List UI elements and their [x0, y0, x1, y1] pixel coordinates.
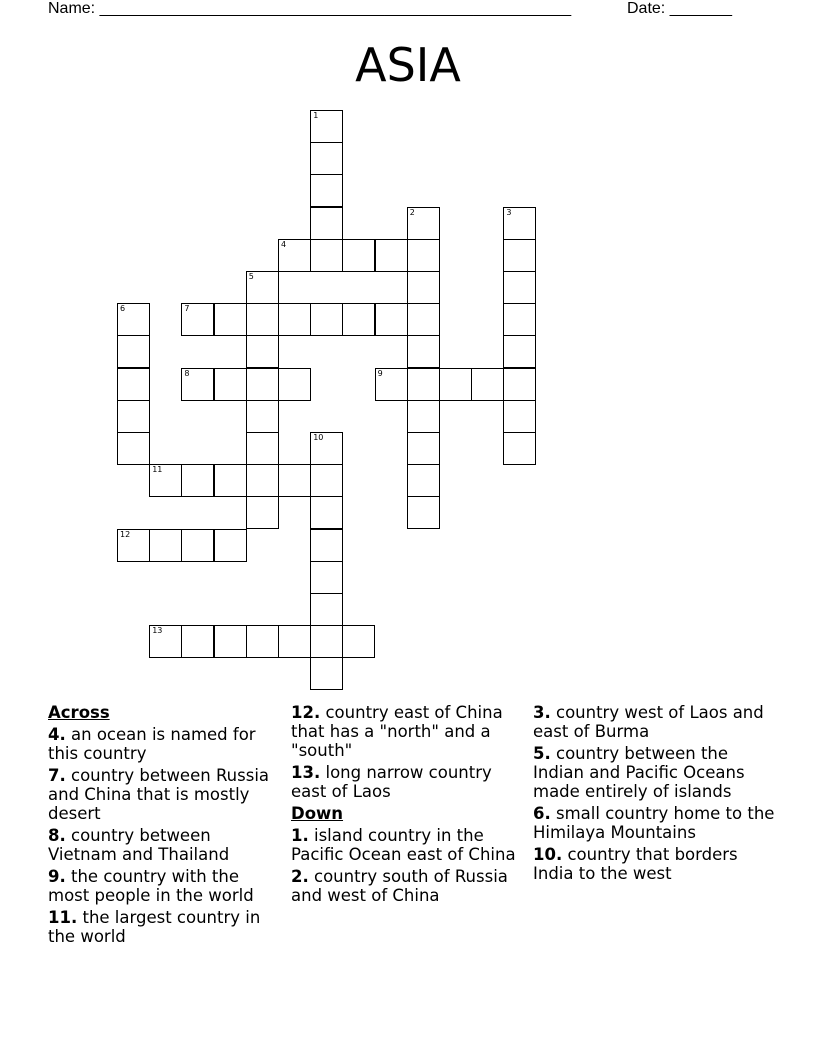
clue-text: small country home to the Himilaya Mountains [533, 804, 775, 842]
grid-cell[interactable] [407, 368, 440, 401]
grid-cell[interactable] [407, 303, 440, 336]
grid-cell[interactable] [342, 625, 375, 658]
grid-cell[interactable] [278, 464, 311, 497]
grid-cell[interactable] [407, 207, 440, 240]
grid-cell[interactable] [310, 657, 343, 690]
clue-text: island country in the Pacific Ocean east of China [291, 826, 516, 864]
clue-down-5 [533, 744, 783, 801]
clue-text: country between the Indian and Pacific Oceans made entirely of islands [533, 744, 745, 801]
grid-cell[interactable] [117, 529, 150, 562]
grid-cell[interactable] [181, 529, 214, 562]
grid-cell[interactable] [278, 303, 311, 336]
clue-number: 2. [291, 867, 309, 886]
grid-cell[interactable] [310, 432, 343, 465]
clue-number: 4. [48, 725, 66, 744]
grid-cell[interactable] [278, 368, 311, 401]
clue-across-13 [291, 763, 526, 801]
cell-number: 6 [120, 304, 126, 314]
grid-cell[interactable] [407, 464, 440, 497]
grid-cell[interactable] [375, 239, 408, 272]
page-title: ASIA [355, 38, 461, 92]
grid-cell[interactable] [439, 368, 472, 401]
cell-number: 11 [152, 465, 163, 475]
cell-number: 12 [120, 529, 131, 539]
clue-down-3 [533, 703, 783, 741]
cell-number: 3 [506, 207, 512, 217]
grid-cell[interactable] [310, 239, 343, 272]
grid-cell[interactable] [149, 625, 182, 658]
cell-number: 8 [184, 368, 190, 378]
clue-number: 8. [48, 826, 66, 845]
cell-number: 9 [377, 368, 383, 378]
grid-cell[interactable] [310, 464, 343, 497]
grid-cell[interactable] [310, 529, 343, 562]
clue-across-11 [48, 908, 283, 946]
grid-cell[interactable] [310, 561, 343, 594]
grid-cell[interactable] [181, 464, 214, 497]
clue-text: country that borders India to the west [533, 845, 738, 883]
clues-column-1 [48, 703, 283, 949]
cell-number: 1 [313, 111, 319, 120]
clues-column-3 [533, 703, 783, 886]
grid-cell[interactable] [310, 207, 343, 240]
grid-cell[interactable] [214, 625, 247, 658]
date-label: Date: [627, 0, 666, 17]
grid-cell[interactable] [246, 625, 279, 658]
cell-number: 13 [152, 626, 163, 636]
grid-cell[interactable] [181, 368, 214, 401]
grid-cell[interactable] [503, 207, 536, 240]
grid-cell[interactable] [407, 496, 440, 529]
grid-cell[interactable] [503, 400, 536, 433]
clue-text: country east of China that has a "north" and a "south" [291, 703, 503, 760]
grid-cell[interactable] [375, 368, 408, 401]
clue-text: long narrow country east of Laos [291, 763, 492, 801]
grid-cell[interactable] [246, 335, 279, 368]
grid-cell[interactable] [117, 303, 150, 336]
grid-cell[interactable] [214, 303, 247, 336]
grid-cell[interactable] [407, 239, 440, 272]
grid-cell[interactable] [471, 368, 504, 401]
clue-number: 9. [48, 867, 66, 886]
clue-number: 11. [48, 908, 78, 927]
grid-cell[interactable] [246, 368, 279, 401]
grid-cell[interactable] [278, 625, 311, 658]
grid-cell[interactable] [214, 464, 247, 497]
grid-cell[interactable] [503, 335, 536, 368]
grid-cell[interactable] [246, 496, 279, 529]
clue-text: country between Vietnam and Thailand [48, 826, 230, 864]
grid-cell[interactable] [117, 400, 150, 433]
clue-number: 6. [533, 804, 551, 823]
name-blank[interactable]: _____________________________________________________ [99, 0, 572, 17]
grid-cell[interactable] [407, 432, 440, 465]
grid-cell[interactable] [503, 368, 536, 401]
grid-cell[interactable] [310, 110, 343, 143]
clue-down-6 [533, 804, 783, 842]
clue-across-7 [48, 766, 283, 823]
clue-text: an ocean is named for this country [48, 725, 256, 763]
grid-cell[interactable] [503, 239, 536, 272]
clue-down-2 [291, 867, 526, 905]
cell-number: 5 [248, 272, 254, 281]
clue-across-8 [48, 826, 283, 864]
date-blank[interactable]: _______ [669, 0, 732, 17]
grid-cell[interactable] [181, 303, 214, 336]
clue-across-4 [48, 725, 283, 763]
grid-cell[interactable] [246, 464, 279, 497]
grid-cell[interactable] [310, 303, 343, 336]
grid-cell[interactable] [310, 625, 343, 658]
grid-cell[interactable] [503, 432, 536, 465]
grid-cell[interactable] [117, 335, 150, 368]
grid-cell[interactable] [246, 271, 279, 304]
clue-across-9 [48, 867, 283, 905]
clue-across-12 [291, 703, 526, 760]
grid-cell[interactable] [342, 239, 375, 272]
grid-cell[interactable] [310, 142, 343, 175]
cell-number: 2 [409, 207, 415, 217]
cell-number: 4 [281, 239, 287, 249]
clue-text: country between Russia and China that is mostly desert [48, 766, 270, 823]
clue-number: 13. [291, 763, 321, 782]
grid-cell[interactable] [278, 239, 311, 272]
clue-text: country west of Laos and east of Burma [533, 703, 764, 741]
clue-text: country south of Russia and west of China [291, 867, 508, 905]
grid-cell[interactable] [407, 271, 440, 304]
grid-cell[interactable] [375, 303, 408, 336]
grid-cell[interactable] [246, 432, 279, 465]
grid-cell[interactable] [503, 271, 536, 304]
grid-cell[interactable] [246, 303, 279, 336]
grid-cell[interactable] [117, 432, 150, 465]
cell-number: 7 [184, 304, 190, 314]
grid-cell[interactable] [310, 593, 343, 626]
grid-cell[interactable] [342, 303, 375, 336]
grid-cell[interactable] [149, 529, 182, 562]
grid-cell[interactable] [181, 625, 214, 658]
grid-cell[interactable] [214, 368, 247, 401]
clue-number: 5. [533, 744, 551, 763]
grid-cell[interactable] [407, 335, 440, 368]
clue-text: the largest country in the world [48, 908, 261, 946]
grid-cell[interactable] [310, 174, 343, 207]
clue-text: the country with the most people in the world [48, 867, 254, 905]
grid-cell[interactable] [310, 496, 343, 529]
cell-number: 10 [313, 433, 324, 442]
across-heading: Across [48, 703, 110, 722]
clue-down-1 [291, 826, 526, 864]
grid-cell[interactable] [117, 368, 150, 401]
clue-down-10 [533, 845, 783, 883]
grid-cell[interactable] [214, 529, 247, 562]
clue-number: 7. [48, 766, 66, 785]
name-label: Name: [48, 0, 96, 17]
clues-column-2 [291, 703, 526, 908]
grid-cell[interactable] [407, 400, 440, 433]
down-heading: Down [291, 804, 344, 823]
clue-number: 3. [533, 703, 551, 722]
grid-cell[interactable] [246, 400, 279, 433]
clue-number: 1. [291, 826, 309, 845]
clue-number: 12. [291, 703, 321, 722]
clue-number: 10. [533, 845, 563, 864]
grid-cell[interactable] [149, 464, 182, 497]
grid-cell[interactable] [503, 303, 536, 336]
